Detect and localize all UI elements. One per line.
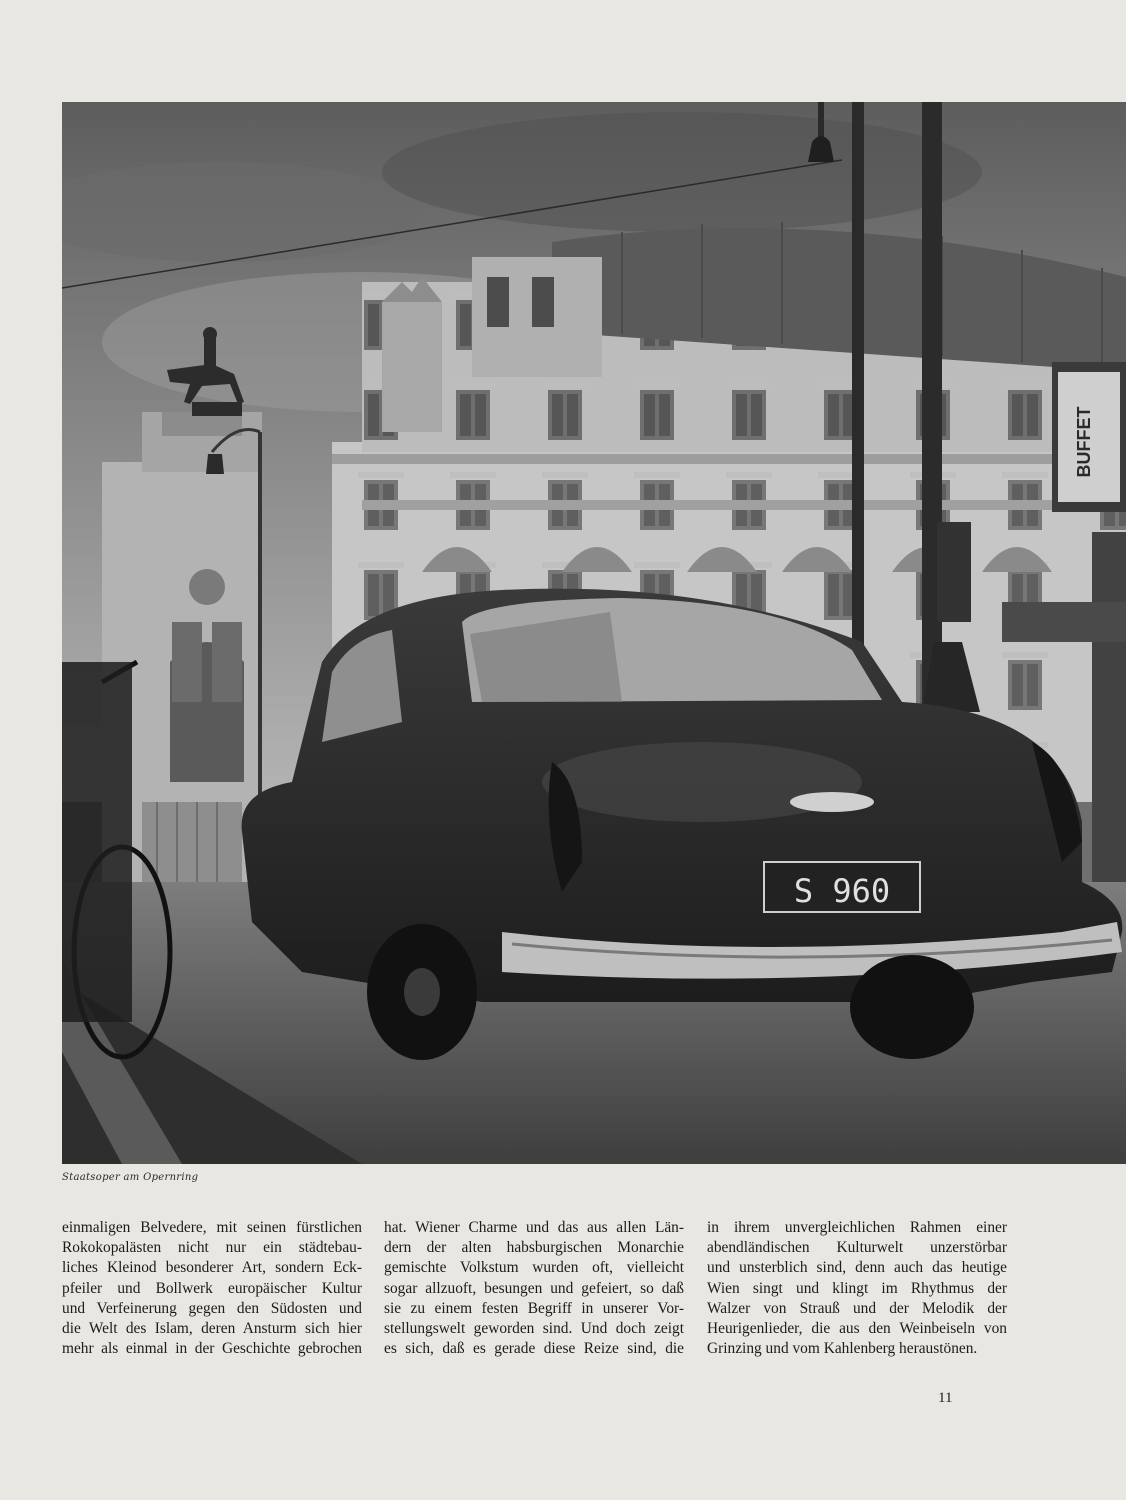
text-line: mehr als einmal in der Geschichte gebrochen xyxy=(62,1340,362,1358)
text-line: liches Kleinod besonderer Art, sondern Eck- xyxy=(62,1259,362,1277)
text-line: und unsterblich sind, denn auch das heutige xyxy=(707,1259,1007,1277)
text-line: es sich, daß es gerade diese Reize sind, die xyxy=(384,1340,684,1358)
text-line: pfeiler und Bollwerk europäischer Kultur xyxy=(62,1279,362,1297)
text-line: Heurigenlieder, die aus den Weinbeiseln von xyxy=(707,1320,1007,1338)
text-column-1 xyxy=(62,1218,362,1359)
text-line: die Welt des Islam, deren Ansturm sich hier xyxy=(62,1320,362,1338)
text-line: einmaligen Belvedere, mit seinen fürstlichen xyxy=(62,1219,362,1236)
photo-caption: Staatsoper am Opernring xyxy=(62,1172,199,1183)
text-line: und Verfeinerung gegen den Südosten und xyxy=(62,1299,362,1317)
license-plate-text: S 960 xyxy=(793,872,891,910)
text-line: abendländischen Kulturwelt unzerstörbar xyxy=(707,1239,1007,1257)
text-line: Grinzing und vom Kahlenberg heraustönen. xyxy=(707,1340,978,1358)
text-line: dern der alten habsburgischen Monarchie xyxy=(384,1239,684,1257)
text-line: Walzer von Strauß und der Melodik der xyxy=(707,1299,1007,1317)
text-column-3 xyxy=(707,1218,1007,1359)
text-line: Rokokopalästen nicht nur ein städtebau- xyxy=(62,1239,362,1257)
text-line: stellungswelt geworden sind. Und doch zeigt xyxy=(384,1320,684,1338)
text-line: sogar allzuoft, besungen und gefeiert, so daß xyxy=(384,1279,684,1297)
page-number: 11 xyxy=(938,1390,953,1406)
text-line: hat. Wiener Charme und das aus allen Län- xyxy=(384,1219,684,1236)
buffet-sign-text: BUFFET xyxy=(1074,406,1094,478)
text-line: in ihrem unvergleichlichen Rahmen einer xyxy=(707,1219,1007,1236)
text-column-2 xyxy=(384,1218,684,1359)
text-line: gemischte Volkstum wurden oft, vielleicht xyxy=(384,1259,684,1277)
text-line: sie zu einem festen Begriff in unserer Vor- xyxy=(384,1299,684,1317)
photograph-staatsoper xyxy=(62,102,1126,1164)
text-line: Wien singt und klingt im Rhythmus der xyxy=(707,1279,1007,1297)
